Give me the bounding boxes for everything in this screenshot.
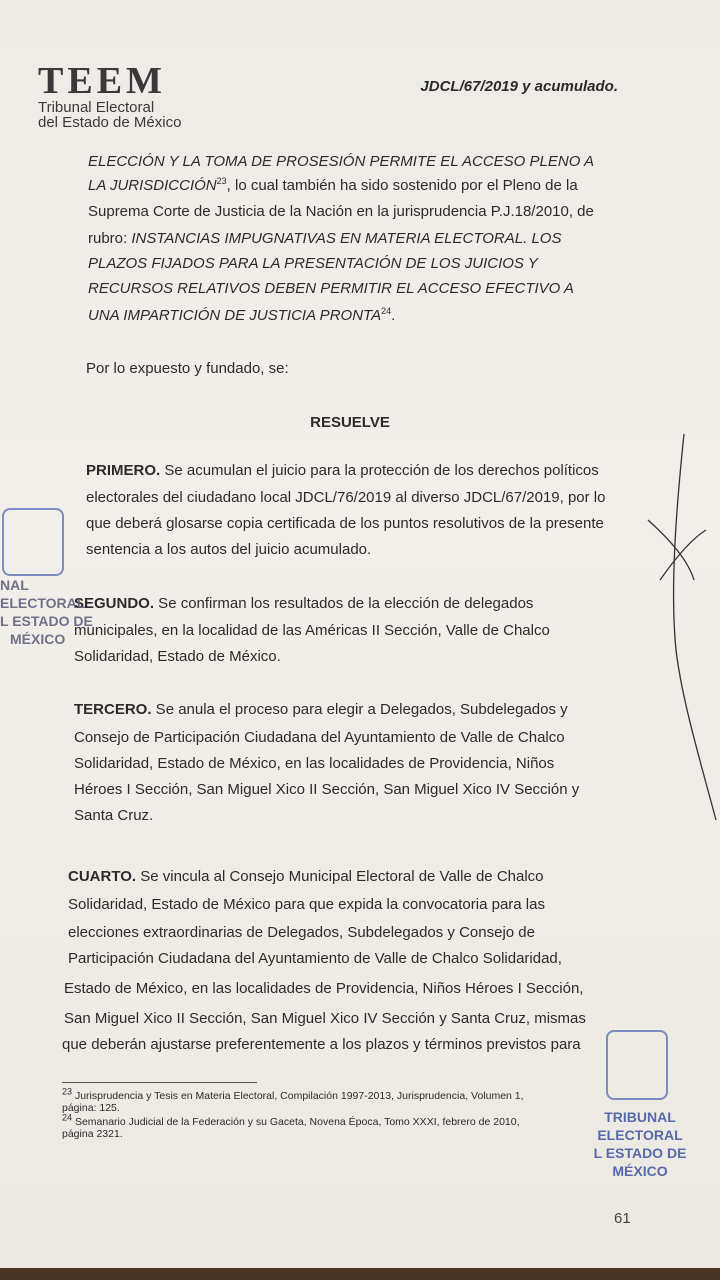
- cuarto-line-3: elecciones extraordinarias de Delegados, Subdelegados y Consejo de: [68, 924, 535, 941]
- logo-line-1: Tribunal Electoral: [38, 99, 155, 116]
- intro-line-1: ELECCIÓN Y LA TOMA DE PROSESIÓN PERMITE EL ACCESO PLENO A: [88, 153, 594, 170]
- right-stamp-line-1: TRIBUNAL ELECTORAL: [597, 1109, 683, 1143]
- intro-line-4: [88, 227, 632, 251]
- primero-text-1: Se acumulan el juicio para la protección de los derechos políticos: [160, 462, 599, 479]
- intro-line-2a: LA JURISDICCIÓN: [88, 177, 217, 194]
- left-stamp-line-1: NAL ELECTORAL: [0, 577, 86, 611]
- intro-line-7b: .: [391, 307, 396, 324]
- footnote-23-line-2: página: 125.: [62, 1102, 120, 1114]
- tercero-text-1: Se anula el proceso para elegir a Delegados, Subdelegados y: [151, 701, 568, 718]
- cuarto-line-6: San Miguel Xico II Sección, San Miguel Xico IV Sección y Santa Cruz, mismas: [64, 1010, 586, 1027]
- teem-logo: [38, 62, 188, 130]
- intro-line-2: [88, 174, 632, 198]
- intro-line-3: Suprema Corte de Justicia de la Nación en la jurisprudencia P.J.18/2010, de: [88, 203, 594, 220]
- left-stamp-seal: [2, 508, 64, 576]
- segundo-label: SEGUNDO.: [74, 595, 155, 612]
- right-stamp-text: [560, 1108, 720, 1180]
- footnote-24-number: 24: [62, 1112, 73, 1123]
- intro-line-2b: , lo cual también ha sido sostenido por el Pleno de la: [226, 177, 578, 194]
- intro-line-6: RECURSOS RELATIVOS DEBEN PERMITIR EL ACCESO EFECTIVO A: [88, 280, 574, 297]
- footnote-23-line-1: Jurisprudencia y Tesis en Materia Electoral, Compilación 1997-2013, Jurisprudencia, Volumen 1,: [74, 1090, 524, 1102]
- tercero-label: TERCERO.: [74, 701, 152, 718]
- intro-line-5: PLAZOS FIJADOS PARA LA PRESENTACIÓN DE LOS JUICIOS Y: [88, 255, 538, 272]
- right-stamp-line-2: L ESTADO DE: [593, 1145, 687, 1161]
- logo-acronym: TEEM: [38, 60, 166, 102]
- primero-label: PRIMERO.: [86, 462, 161, 479]
- tercero-line-3: Solidaridad, Estado de México, en las localidades de Providencia, Niños: [74, 755, 555, 772]
- tercero-line-2: Consejo de Participación Ciudadana del Ayuntamiento de Valle de Chalco: [74, 729, 565, 746]
- tercero-line-5: Santa Cruz.: [74, 807, 154, 824]
- footnote-ref-24: 24: [381, 306, 392, 316]
- footnote-23-number: 23: [62, 1086, 73, 1097]
- cuarto-text-1: Se vincula al Consejo Municipal Electoral de Valle de Chalco: [136, 868, 544, 885]
- intro-line-4a: rubro:: [88, 230, 132, 247]
- left-stamp-line-3: MÉXICO: [10, 631, 66, 647]
- intro-line-4b: INSTANCIAS IMPUGNATIVAS EN MATERIA ELECTORAL. LOS: [131, 230, 562, 247]
- footnote-24-line-2: página 2321.: [62, 1128, 123, 1140]
- segundo-line-1: [74, 592, 630, 616]
- right-stamp-line-3: MÉXICO: [612, 1163, 668, 1179]
- footnote-24: [62, 1112, 622, 1140]
- tercero-line-4: Héroes I Sección, San Miguel Xico II Sección, San Miguel Xico IV Sección y: [74, 781, 580, 798]
- expuesto-line: Por lo expuesto y fundado, se:: [86, 360, 289, 377]
- footnote-23: [62, 1086, 622, 1114]
- primero-line-2: electorales del ciudadano local JDCL/76/2019 al diverso JDCL/67/2019, por lo: [86, 489, 606, 506]
- segundo-line-3: Solidaridad, Estado de México.: [74, 648, 281, 665]
- primero-line-1: [86, 459, 632, 483]
- tercero-line-1: [74, 698, 630, 722]
- cuarto-line-1: [68, 865, 630, 889]
- logo-line-2: del Estado de México: [38, 114, 182, 131]
- intro-line-7a: UNA IMPARTICIÓN DE JUSTICIA PRONTA: [88, 307, 382, 324]
- segundo-text-1: Se confirman los resultados de la elección de delegados: [154, 595, 534, 612]
- primero-line-4: sentencia a los autos del juicio acumulado.: [86, 541, 372, 558]
- resuelve-heading: RESUELVE: [310, 414, 390, 431]
- handwritten-signature: [640, 430, 720, 830]
- right-stamp-seal: [606, 1030, 668, 1100]
- intro-line-7: [88, 304, 632, 328]
- page-number: 61: [614, 1210, 631, 1227]
- cuarto-line-5: Estado de México, en las localidades de Providencia, Niños Héroes I Sección,: [64, 980, 584, 997]
- footnote-24-line-1: Semanario Judicial de la Federación y su Gaceta, Novena Época, Tomo XXXI, febrero de 2010,: [74, 1116, 520, 1128]
- footnote-ref-23: 23: [216, 176, 227, 186]
- segundo-line-2: municipales, en la localidad de las Américas II Sección, Valle de Chalco: [74, 622, 550, 639]
- cuarto-line-2: Solidaridad, Estado de México para que expida la convocatoria para las: [68, 896, 545, 913]
- primero-line-3: que deberá glosarse copia certificada de los puntos resolutivos de la presente: [86, 515, 604, 532]
- left-stamp-text: [0, 576, 110, 648]
- cuarto-label: CUARTO.: [68, 868, 137, 885]
- footnote-divider: [62, 1082, 257, 1083]
- left-stamp-line-2: L ESTADO DE: [0, 613, 93, 629]
- cuarto-line-7: que deberán ajustarse preferentemente a los plazos y términos previstos para: [62, 1036, 581, 1053]
- case-number: JDCL/67/2019 y acumulado.: [420, 78, 618, 95]
- cuarto-line-4: Participación Ciudadana del Ayuntamiento de Valle de Chalco Solidaridad,: [68, 950, 562, 967]
